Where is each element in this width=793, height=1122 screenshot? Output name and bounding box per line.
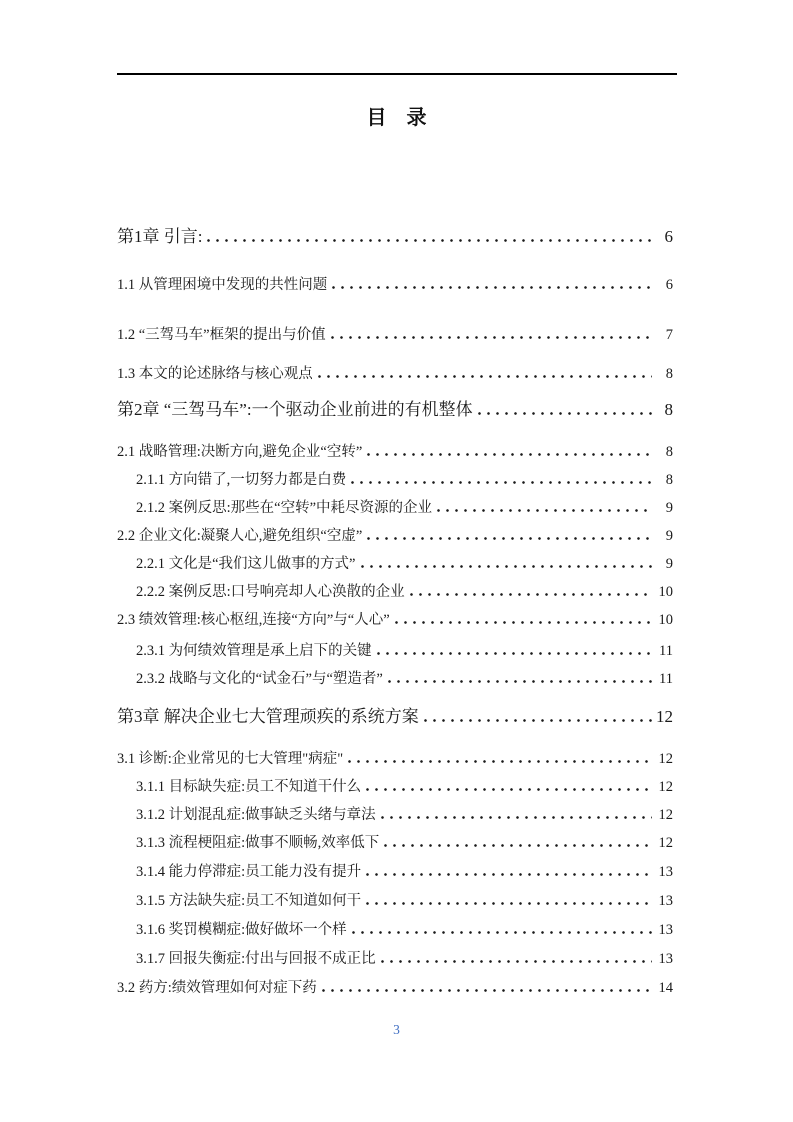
toc-entry-title: 3.1.6 奖罚模糊症:做好做坏一个样 <box>136 922 347 938</box>
toc-entry[interactable] <box>117 364 673 384</box>
toc-entry-title: 3.1.3 流程梗阻症:做事不顺畅,效率低下 <box>136 835 380 851</box>
toc-entry[interactable] <box>117 526 673 546</box>
dot-leader <box>395 611 652 624</box>
dot-leader <box>381 950 652 963</box>
dot-leader <box>318 365 652 378</box>
toc-entry[interactable] <box>117 275 673 295</box>
toc-entry-title: 3.1 诊断:企业常见的七大管理"病症" <box>117 751 344 767</box>
toc-entry[interactable] <box>117 669 673 689</box>
toc-entry-page: 12 <box>658 807 673 823</box>
toc-entry[interactable] <box>117 777 673 797</box>
toc-list <box>117 225 673 998</box>
dot-leader <box>410 583 652 596</box>
toc-entry-page: 14 <box>658 980 673 996</box>
toc-entry-page: 12 <box>658 835 673 851</box>
dot-leader <box>331 326 652 339</box>
toc-entry-title: 3.1.4 能力停滞症:员工能力没有提升 <box>136 864 362 880</box>
dot-leader <box>381 806 652 819</box>
toc-entry-page: 13 <box>658 951 673 967</box>
toc-entry-title: 1.3 本文的论述脉络与核心观点 <box>117 366 313 382</box>
toc-entry[interactable] <box>117 805 673 825</box>
toc-entry-page: 6 <box>665 277 673 293</box>
toc-entry-title: 3.1.7 回报失衡症:付出与回报不成正比 <box>136 951 376 967</box>
toc-entry-page: 13 <box>658 864 673 880</box>
toc-entry-title: 2.1.1 方向错了,一切努力都是白费 <box>136 472 347 488</box>
toc-entry[interactable] <box>117 641 673 661</box>
dot-leader <box>384 834 652 847</box>
toc-entry-page: 8 <box>664 400 673 419</box>
toc-entry-page: 9 <box>665 528 673 544</box>
toc-entry-page: 12 <box>658 779 673 795</box>
toc-entry-page: 9 <box>665 500 673 516</box>
dot-leader <box>352 921 652 934</box>
dot-leader <box>348 750 652 763</box>
toc-entry[interactable] <box>117 582 673 602</box>
toc-entry[interactable] <box>117 949 673 969</box>
dot-leader <box>207 229 652 242</box>
toc-entry[interactable] <box>117 398 673 422</box>
toc-entry[interactable] <box>117 470 673 490</box>
toc-entry[interactable] <box>117 442 673 462</box>
toc-entry-page: 6 <box>664 227 673 246</box>
toc-entry-page: 8 <box>665 366 673 382</box>
toc-entry[interactable] <box>117 862 673 882</box>
toc-entry-page: 13 <box>658 922 673 938</box>
toc-entry-title: 2.1.2 案例反思:那些在“空转”中耗尽资源的企业 <box>136 500 433 516</box>
toc-entry[interactable] <box>117 705 673 729</box>
toc-entry[interactable] <box>117 978 673 998</box>
toc-entry[interactable] <box>117 920 673 940</box>
toc-entry[interactable] <box>117 749 673 769</box>
toc-entry-title: 第3章 解决企业七大管理顽疾的系统方案 <box>117 707 419 726</box>
toc-entry-page: 9 <box>665 556 673 572</box>
dot-leader <box>366 892 652 905</box>
toc-entry[interactable] <box>117 891 673 911</box>
toc-entry-title: 3.1.1 目标缺失症:员工不知道干什么 <box>136 779 362 795</box>
toc-entry[interactable] <box>117 225 673 249</box>
toc-entry-page: 10 <box>658 584 673 600</box>
toc-entry-title: 2.3.1 为何绩效管理是承上启下的关键 <box>136 643 372 659</box>
dot-leader <box>366 778 652 791</box>
dot-leader <box>332 276 652 289</box>
toc-entry-title: 1.2 “三驾马车”框架的提出与价值 <box>117 327 326 343</box>
toc-entry-page: 7 <box>665 327 673 343</box>
toc-entry-title: 第2章 “三驾马车”:一个驱动企业前进的有机整体 <box>117 400 473 419</box>
toc-entry-title: 2.1 战略管理:决断方向,避免企业“空转” <box>117 444 363 460</box>
toc-entry-title: 3.1.5 方法缺失症:员工不知道如何干 <box>136 893 362 909</box>
toc-entry-title: 2.2.1 文化是“我们这儿做事的方式” <box>136 556 356 572</box>
toc-entry[interactable] <box>117 833 673 853</box>
dot-leader <box>367 527 652 540</box>
toc-entry-title: 第1章 引言: <box>117 227 203 246</box>
toc-entry-title: 2.2 企业文化:凝聚人心,避免组织“空虚” <box>117 528 363 544</box>
dot-leader <box>322 979 652 992</box>
toc-entry-page: 11 <box>659 671 673 687</box>
toc-entry-title: 2.3.2 战略与文化的“试金石”与“塑造者” <box>136 671 383 687</box>
toc-entry-title: 2.2.2 案例反思:口号响亮却人心涣散的企业 <box>136 584 405 600</box>
dot-leader <box>377 642 652 655</box>
toc-entry-title: 3.2 药方:绩效管理如何对症下药 <box>117 980 317 996</box>
dot-leader <box>351 471 652 484</box>
page-title: 目 录 <box>366 107 427 129</box>
dot-leader <box>361 555 653 568</box>
dot-leader <box>424 709 652 722</box>
dot-leader <box>437 499 652 512</box>
dot-leader <box>478 402 652 415</box>
toc-entry-title: 1.1 从管理困境中发现的共性问题 <box>117 277 328 293</box>
dot-leader <box>367 443 652 456</box>
dot-leader <box>366 863 652 876</box>
toc-entry-page: 11 <box>659 643 673 659</box>
toc-entry-title: 3.1.2 计划混乱症:做事缺乏头绪与章法 <box>136 807 376 823</box>
toc-entry[interactable] <box>117 610 673 630</box>
toc-entry-title: 2.3 绩效管理:核心枢纽,连接“方向”与“人心” <box>117 612 390 628</box>
header-rule <box>117 73 677 75</box>
toc-entry-page: 13 <box>658 893 673 909</box>
toc-entry-page: 8 <box>665 472 673 488</box>
toc-entry-page: 10 <box>658 612 673 628</box>
toc-entry-page: 12 <box>656 707 673 726</box>
toc-entry-page: 8 <box>665 444 673 460</box>
dot-leader <box>388 670 652 683</box>
footer-page-number: 3 <box>393 1022 400 1037</box>
toc-entry[interactable] <box>117 498 673 518</box>
toc-entry-page: 12 <box>658 751 673 767</box>
toc-entry[interactable] <box>117 325 673 345</box>
toc-entry[interactable] <box>117 554 673 574</box>
